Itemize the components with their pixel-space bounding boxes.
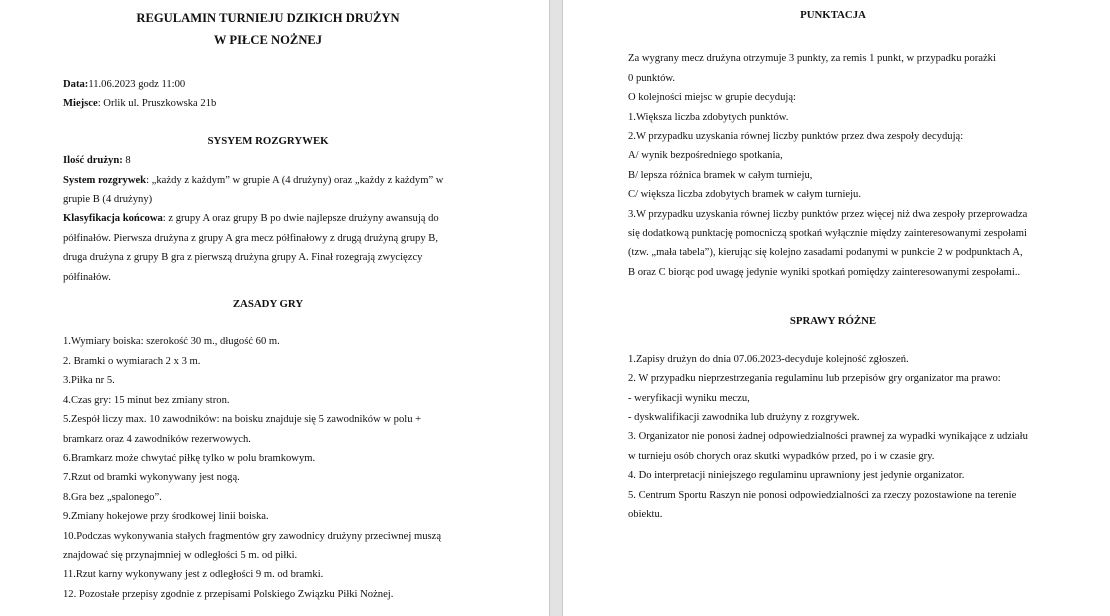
- rule-line: 2. Bramki o wymiarach 2 x 3 m.: [63, 355, 201, 367]
- misc-line: 5. Centrum Sportu Raszyn nie ponosi odpowiedzialności za rzeczy pozostawione na terenie: [628, 489, 1017, 501]
- rule-line: 4.Czas gry: 15 minut bez zmiany stron.: [63, 394, 230, 406]
- system-heading: SYSYEM ROZGRYWEK: [207, 134, 329, 147]
- points-line: B/ lepsza różnica bramek w całym turnieju,: [628, 169, 813, 181]
- points-line: 1.Większa liczba zdobytych punktów.: [628, 111, 789, 123]
- points-line: 0 punktów.: [628, 72, 675, 84]
- document-page-left: [0, 0, 549, 616]
- system-line: [63, 171, 473, 190]
- rule-line: 11.Rzut karny wykonywany jest z odległości 9 m. od bramki.: [63, 569, 324, 581]
- rule-line: 5.Zespół liczy max. 10 zawodników: na boisku znajduje się 5 zawodników w polu +: [63, 414, 422, 426]
- misc-text: [628, 350, 1038, 525]
- rules-list: [63, 332, 473, 604]
- system-value-1: : „każdy z każdym” w grupie A (4 drużyny) oraz „każdy z każdym” w: [146, 174, 444, 186]
- misc-line: - weryfikacji wyniku meczu,: [628, 392, 750, 404]
- points-line: 2.W przypadku uzyskania równej liczby punktów przez dwa zespoły decydują:: [628, 131, 964, 143]
- misc-line: 4. Do interpretacji niniejszego regulaminu uprawniony jest jedynie organizator.: [628, 470, 965, 482]
- classification-line-4: półfinałów.: [63, 271, 111, 283]
- misc-line: w turnieju osób chorych oraz skutki wypadków przed, po i w czasie gry.: [628, 450, 935, 462]
- points-line: Za wygrany mecz drużyna otrzymuje 3 punkty, za remis 1 punkt, w przypadku porażki: [628, 53, 996, 65]
- rule-line: 12. Pozostałe przepisy zgodnie z przepisami Polskiego Związku Piłki Nożnej.: [63, 588, 394, 600]
- points-line: B oraz C biorąc pod uwagę jedynie wyniki spotkań pomiędzy zainteresowanymi zespołami..: [628, 266, 1021, 278]
- rule-line: 7.Rzut od bramki wykonywany jest nogą.: [63, 472, 240, 484]
- document-title-line-2: W PIŁCE NOŻNEJ: [213, 33, 323, 47]
- teams-value: 8: [122, 155, 131, 167]
- classification-label: Klasyfikacja końcowa: [63, 213, 163, 225]
- rule-line: 10.Podczas wykonywania stałych fragmentów gry zawodnicy drużyny przeciwnej muszą: [63, 530, 442, 542]
- teams-line: [63, 151, 473, 170]
- rule-line: 9.Zmiany hokejowe przy środkowej linii boiska.: [63, 511, 269, 523]
- misc-heading: SPRAWY RÓŻNE: [789, 315, 877, 328]
- rule-line: 3.Piłka nr 5.: [63, 375, 115, 387]
- classification-line-3: druga drużyna z grupy B gra z pierwszą drużyna grupy A. Finał rozegrają zwycięzcy: [63, 252, 423, 264]
- place-line: [63, 94, 473, 113]
- place-value: : Orlik ul. Pruszkowska 21b: [97, 98, 217, 110]
- points-line: O kolejności miejsc w grupie decydują:: [628, 92, 796, 104]
- document-page-right: [563, 0, 1110, 616]
- rule-line: 1.Wymiary boiska: szerokość 30 m., długość 60 m.: [63, 336, 280, 348]
- system-line-2: grupie B (4 drużyny): [63, 194, 153, 206]
- rules-heading: ZASADY GRY: [232, 298, 304, 311]
- rule-line: 8.Gra bez „spalonego”.: [63, 491, 162, 503]
- date-label: Data:: [63, 79, 89, 90]
- page-right-content: [628, 6, 1038, 524]
- misc-line: 2. W przypadku nieprzestrzegania regulaminu lub przepisów gry organizator ma prawo:: [628, 373, 1001, 385]
- date-value: 11.06.2023 godz 11:00: [88, 79, 186, 90]
- misc-line: 1.Zapisy drużyn do dnia 07.06.2023-decyduje kolejność zgłoszeń.: [628, 353, 909, 365]
- points-line: A/ wynik bezpośredniego spotkania,: [628, 150, 783, 162]
- date-line: [63, 75, 473, 94]
- rule-line: znajdować się przynajmniej w odległości 5 m. od piłki.: [63, 549, 298, 561]
- points-line: się dodatkową punktację pomocniczą spotkań wyłącznie między zainteresowanymi zespołami: [628, 228, 1027, 240]
- document-title-line-1: REGULAMIN TURNIEJU DZIKICH DRUŻYN: [136, 11, 400, 25]
- classification-line-2: półfinałów. Pierwsza drużyna z grupy A gra mecz półfinałowy z drugą drużyną grupy B,: [63, 232, 438, 244]
- points-line: 3.W przypadku uzyskania równej liczby punktów przez więcej niż dwa zespoły przeprowadza: [628, 208, 1028, 220]
- points-line: C/ większa liczba zdobytych bramek w całym turnieju.: [628, 189, 861, 201]
- teams-label: Ilość drużyn:: [63, 155, 123, 167]
- classification-line: [63, 209, 473, 228]
- classification-value-1: : z grupy A oraz grupy B po dwie najlepsze drużyny awansują do: [162, 213, 439, 225]
- rule-line: 6.Bramkarz może chwytać piłkę tylko w polu bramkowym.: [63, 452, 316, 464]
- points-heading: PUNKTACJA: [800, 9, 866, 21]
- system-label: System rozgrywek: [63, 174, 147, 186]
- points-text: [628, 49, 1038, 282]
- page-left-content: [63, 7, 473, 604]
- place-label: Miejsce: [63, 98, 98, 110]
- page-gutter: [549, 0, 563, 616]
- rule-line: bramkarz oraz 4 zawodników rezerwowych.: [63, 433, 251, 445]
- misc-line: obiektu.: [628, 508, 663, 520]
- points-line: (tzw. „mała tabela”), kierując się kolejno zasadami podanymi w punkcie 2 w podpunktach A,: [628, 247, 1023, 259]
- misc-line: 3. Organizator nie ponosi żadnej odpowiedzialności prawnej za wypadki wynikające z udziału: [628, 431, 1028, 443]
- misc-line: - dyskwalifikacji zawodnika lub drużyny z rozgrywek.: [628, 411, 860, 423]
